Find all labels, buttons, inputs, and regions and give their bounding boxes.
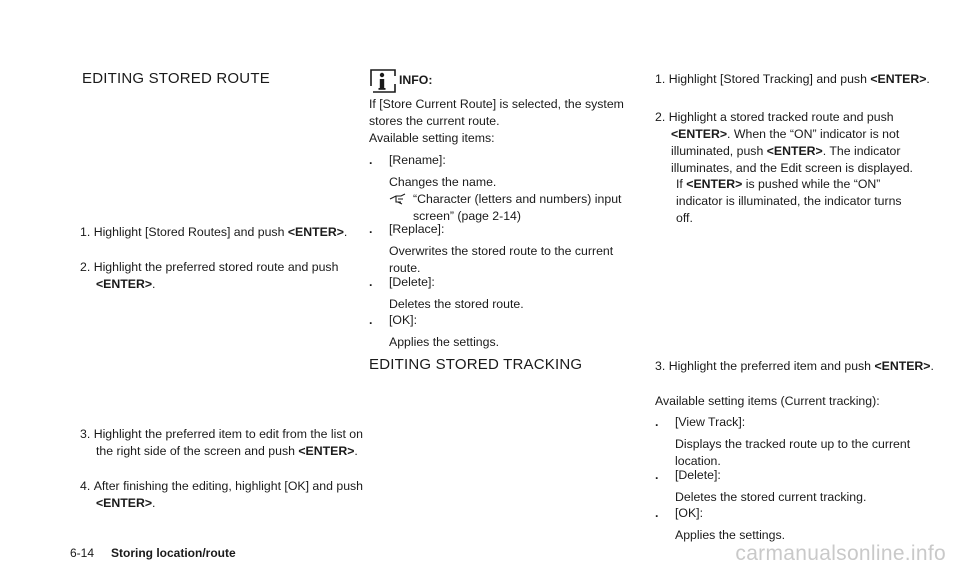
tracking-list-item-view-track: . [View Track]: Displays the tracked route up to the current location. — [655, 415, 911, 468]
info-text: If [Store Current Route] is selected, the system stores the current route. — [369, 97, 624, 128]
step-2: 2. Highlight the preferred stored route and push <ENTER>. — [80, 260, 339, 291]
watermark: carmanualsonline.info — [735, 542, 946, 565]
page-number: 6-14 — [70, 546, 95, 560]
list-item-ok: . [OK]: Applies the settings. — [369, 313, 500, 349]
list-item-rename: . [Rename]: Changes the name. “Character (letters and numbers) input screen” (page 2-14) — [369, 153, 622, 223]
list-item-delete: . [Delete]: Deletes the stored route. — [369, 275, 524, 311]
available-items-label: Available setting items: — [369, 131, 495, 145]
tracking-step-2-note: If <ENTER> is pushed while the “ON” indicator is illuminated, the indicator turns off. — [676, 177, 902, 225]
section-heading-editing-stored-route: EDITING STORED ROUTE — [82, 70, 270, 87]
tracking-step-2: 2. Highlight a stored tracked route and push <ENTER>. When the “ON” indicator is not illuminated, push <ENTER>. The indicator illuminates, and the Edit screen is displayed. — [655, 110, 913, 175]
reference-hand-icon — [389, 193, 407, 205]
step-3: 3. Highlight the preferred item to edit from the list on the right side of the screen and push <ENTER>. — [80, 427, 363, 458]
tracking-step-3: 3. Highlight the preferred item and push <ENTER>. — [655, 359, 934, 373]
info-icon — [369, 68, 397, 94]
section-title: Storing location/route — [111, 546, 236, 560]
list-item-replace: . [Replace]: Overwrites the stored route to the current route. — [369, 222, 614, 275]
tracking-available-items-label: Available setting items (Current tracking): — [655, 394, 880, 408]
step-4: 4. After finishing the editing, highlight [OK] and push <ENTER>. — [80, 479, 364, 510]
step-1: 1. Highlight [Stored Routes] and push <ENTER>. — [80, 225, 348, 239]
tracking-list-item-ok: . [OK]: Applies the settings. — [655, 506, 786, 542]
tracking-list-item-delete: . [Delete]: Deletes the stored current tracking. — [655, 468, 867, 504]
info-label: INFO: — [399, 73, 433, 87]
section-heading-editing-stored-tracking: EDITING STORED TRACKING — [369, 356, 583, 373]
tracking-step-1: 1. Highlight [Stored Tracking] and push <ENTER>. — [655, 72, 930, 86]
